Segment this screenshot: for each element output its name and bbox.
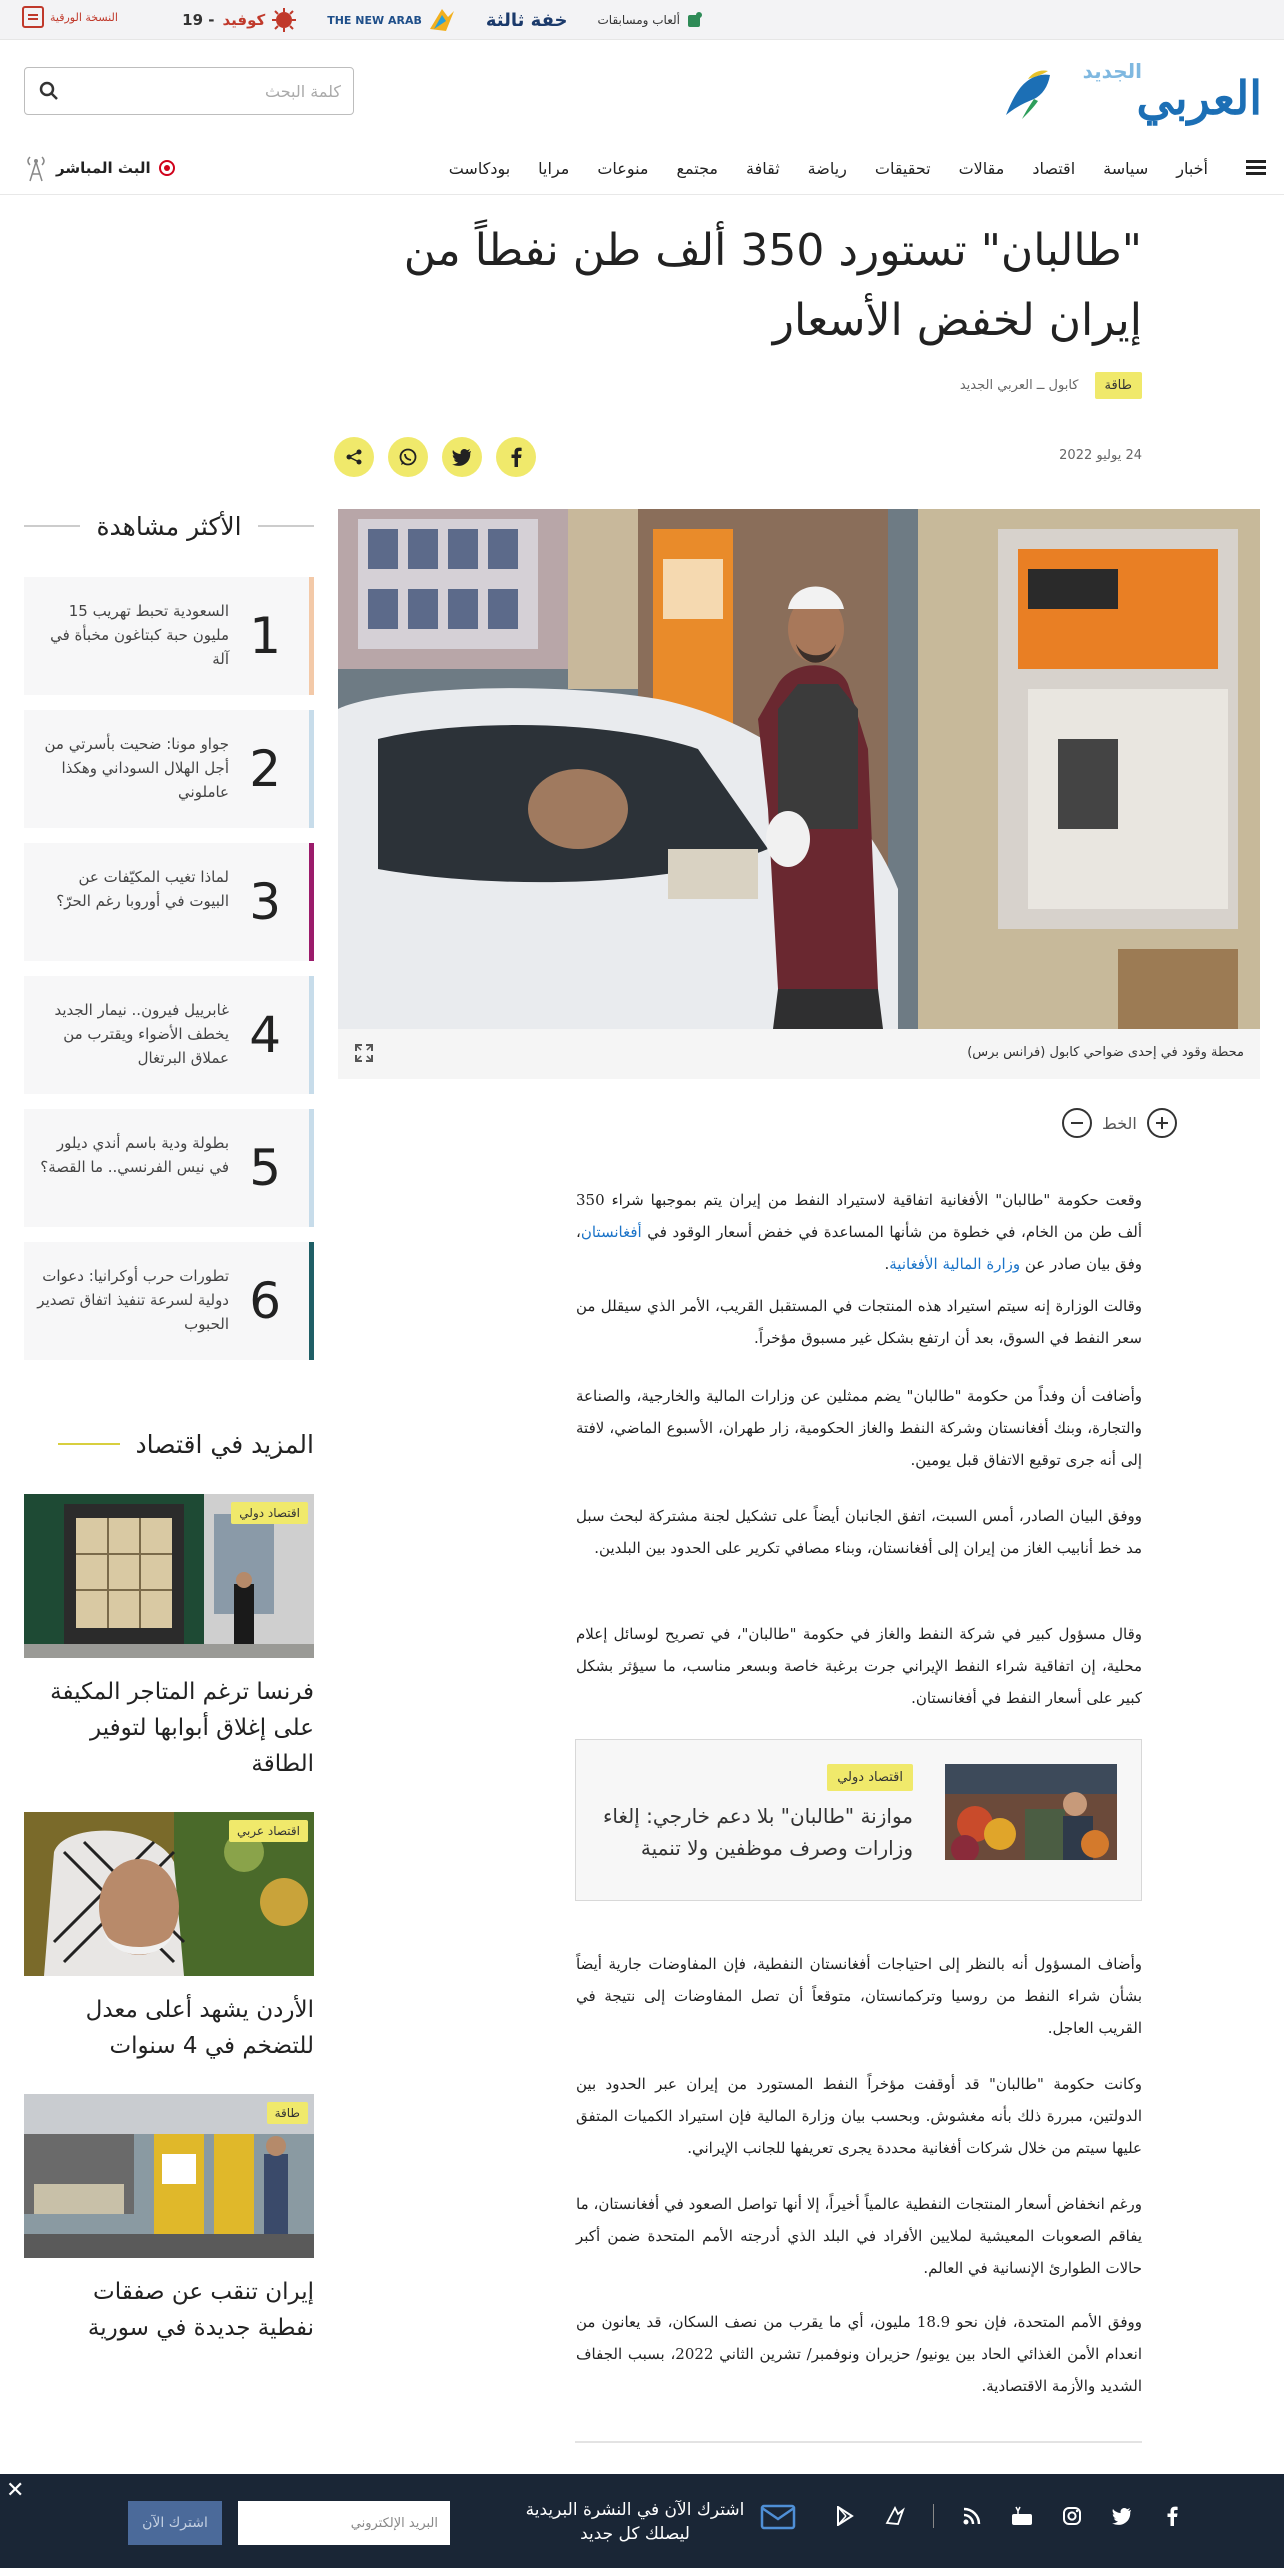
related-article-title: موازنة "طالبان" بلا دعم خارجي: إلغاء وزارات وصرف موظفين ولا تنمية xyxy=(603,1804,913,1860)
most-viewed-title-text: بطولة ودية باسم أندي ديلور في نيس الفرنسي.. ما القصة؟ xyxy=(40,1134,229,1176)
most-viewed-title-text: السعودية تحبط تهريب 15 مليون حبة كبتاغون مخبأة في آلة xyxy=(50,602,229,668)
more-article-image xyxy=(24,1812,314,1976)
whatsapp-icon xyxy=(398,447,418,467)
covid-number: - 19 xyxy=(182,11,215,29)
twitter-share-button[interactable] xyxy=(442,437,482,477)
article-date: 24 يوليو 2022 xyxy=(1059,448,1142,463)
newarab-logo-icon xyxy=(428,7,456,33)
most-viewed-title-text: لماذا تغيب المكيّفات عن البيوت في أوروبا رغم الحرّ؟ xyxy=(56,868,229,910)
menu-icon[interactable] xyxy=(1246,160,1266,176)
logo-main: العربي xyxy=(1136,71,1262,125)
app-logo-icon xyxy=(884,2505,906,2527)
related-article-image xyxy=(945,1764,1117,1860)
covid-label: كوفيد xyxy=(222,11,266,29)
app-icon-link[interactable] xyxy=(883,2504,907,2528)
facebook-link[interactable] xyxy=(1160,2504,1184,2528)
most-viewed-item[interactable] xyxy=(24,577,314,695)
article-meta xyxy=(960,372,1142,399)
article-byline: كابول ــ العربي الجديد xyxy=(959,378,1079,393)
youtube-link[interactable] xyxy=(1010,2504,1034,2528)
afghanistan-link[interactable]: أفغانستان xyxy=(580,1223,642,1241)
most-viewed-item[interactable] xyxy=(24,710,314,828)
article-paragraph: وكانت حكومة "طالبان" قد أوقفت مؤخراً النفط المستورد من إيران عبر الحدود بين الدولتين، مبررة ذلك بأنه مغشوش. وبحسب بيان وزارة المالية فإن استيراد الكميات المتفق عليها سيتم من خلال شركات أفغانية محددة يجرى تعريفها للجانب الإيراني. xyxy=(576,2075,1142,2157)
live-stream-link[interactable] xyxy=(24,154,175,182)
most-viewed-title: الأكثر مشاهدة xyxy=(96,511,242,541)
share-icon xyxy=(345,448,363,466)
nav-item-mirrors[interactable]: مرايا xyxy=(538,158,570,178)
image-caption-bar xyxy=(338,1029,1260,1079)
article-paragraph xyxy=(576,1184,1142,1280)
font-increase-icon[interactable] xyxy=(1147,1108,1177,1138)
more-article-title: فرنسا ترغم المتاجر المكيفة على إغلاق أبوابها لتوفير الطاقة xyxy=(50,1679,314,1777)
nav-item-podcast[interactable]: بودكاست xyxy=(448,158,511,178)
nav-item-sports[interactable]: رياضة xyxy=(807,158,847,178)
image-caption: محطة وقود في إحدى ضواحي كابول (فرانس برس) xyxy=(967,1045,1244,1060)
khutta-logo: خفة ثالثة xyxy=(485,9,568,31)
facebook-share-button[interactable] xyxy=(496,437,536,477)
mail-icon xyxy=(760,2504,796,2530)
share-buttons xyxy=(334,437,536,477)
nav-item-politics[interactable]: سياسة xyxy=(1103,158,1149,178)
facebook-icon xyxy=(510,447,522,467)
newarab-link[interactable] xyxy=(327,7,456,33)
more-article-image xyxy=(24,2094,314,2258)
nav-item-economy[interactable]: اقتصاد xyxy=(1032,158,1076,178)
fuel-station-photo xyxy=(338,509,1260,1029)
nav-item-culture[interactable]: ثقافة xyxy=(746,158,780,178)
rss-link[interactable] xyxy=(960,2504,984,2528)
finance-ministry-link[interactable]: وزارة المالية الأفغانية xyxy=(889,1255,1021,1273)
more-economy-header xyxy=(24,1424,314,1464)
whatsapp-share-button[interactable] xyxy=(388,437,428,477)
newsletter-bar xyxy=(0,2474,1284,2568)
games-label: ألعاب ومسابقات xyxy=(597,13,680,27)
font-decrease-icon[interactable] xyxy=(1062,1108,1092,1138)
close-icon[interactable]: ✕ xyxy=(6,2478,25,2503)
article-paragraph: ورغم انخفاض أسعار المنتجات النفطية عالمياً أخيراً، إلا أنها تواصل الصعود في أفغانستان، ما يفاقم الصعوبات المعيشية لملايين الأفراد في البلد الذي أدرجته الأمم المتحدة ضمن أكبر حالات الطوارئ الإنسانية في العالم. xyxy=(576,2195,1142,2277)
nav-item-misc[interactable]: منوعات xyxy=(597,158,649,178)
paragraph-text: وقعت حكومة "طالبان" الأفغانية اتفاقية لاستيراد النفط من إيران يتم بموجبها شراء 350 ألف طن من الخام، في خطوة من شأنها المساعدة في خفض أسعار الوقود في xyxy=(576,1191,1142,1241)
header-rule xyxy=(24,525,80,527)
newspaper-icon xyxy=(22,6,44,28)
google-play-icon xyxy=(836,2506,854,2526)
google-play-link[interactable] xyxy=(833,2504,857,2528)
print-edition-link[interactable] xyxy=(22,6,118,28)
most-viewed-item[interactable] xyxy=(24,976,314,1094)
related-article-card[interactable] xyxy=(575,1739,1142,1901)
top-links xyxy=(182,0,704,40)
article-paragraph: ووفق البيان الصادر، أمس السبت، اتفق الجانبان أيضاً على تشكيل لجنة مشتركة لبحث سبل مد خط أنابيب الغاز من إيران إلى أفغانستان، وبناء مصافي تكرير على الحدود بين البلدين. xyxy=(576,1507,1142,1557)
live-dot-icon xyxy=(159,160,175,176)
most-viewed-title-text: تطورات حرب أوكرانيا: دعوات دولية لسرعة تنفيذ اتفاق تصدير الحبوب xyxy=(37,1267,229,1333)
paragraph-text: ، وفق بيان صادر عن xyxy=(576,1223,1142,1273)
rank-number: 5 xyxy=(249,1139,281,1197)
rss-icon xyxy=(962,2506,982,2526)
subscribe-button[interactable]: اشترك الآن xyxy=(128,2501,222,2545)
article-paragraph: وقالت الوزارة إنه سيتم استيراد هذه المنتجات في المستقبل القريب، الأمر الذي سيقلل من سعر النفط في السوق، بعد أن ارتفع بشكل غير مسبوق مؤخراً. xyxy=(576,1297,1142,1347)
most-viewed-item[interactable] xyxy=(24,1242,314,1360)
article-paragraph: وأضافت أن وفداً من حكومة "طالبان" يضم ممثلين عن وزارات المالية والخارجية، والصناعة والتجارة، وبنك أفغانستان وشركة النفط والغاز الحكومية، زار طهران، الأسبوع الماضي، لافتة إلى أنه جرى توقيع الاتفاق قبل يومين. xyxy=(576,1387,1142,1469)
more-article-tag: طاقة xyxy=(267,2102,308,2124)
rank-number: 1 xyxy=(249,607,281,665)
nav-items xyxy=(435,141,1266,195)
rank-number: 4 xyxy=(249,1006,281,1064)
article-tag[interactable]: طاقة xyxy=(1095,372,1143,399)
header-rule xyxy=(58,1443,120,1445)
more-article-card[interactable] xyxy=(24,1812,314,2064)
rank-number: 3 xyxy=(249,873,281,931)
article-paragraph: وأضاف المسؤول أنه بالنظر إلى احتياجات أفغانستان النفطية، فإن المفاوضات جارية أيضاً بشأن شراء النفط من روسيا وتركمانستان، متوقعاً أن تصل المفاوضات إلى نتيجة في القريب العاجل. xyxy=(576,1955,1142,2037)
twitter-icon xyxy=(1112,2507,1132,2525)
article-paragraph: وقال مسؤول كبير في شركة النفط والغاز في حكومة "طالبان"، في تصريح لوسائل إعلام محلية، إن اتفاقية شراء النفط الإيراني جرت برغبة خاصة وبسعر مناسب، ما سيؤثر بشكل كبير على أسعار النفط في أفغانستان. xyxy=(576,1625,1142,1707)
article-divider xyxy=(575,2441,1142,2443)
nav-item-society[interactable]: مجتمع xyxy=(676,158,718,178)
search-icon[interactable] xyxy=(39,81,59,101)
related-article-tag: اقتصاد دولي xyxy=(827,1764,913,1791)
youtube-icon xyxy=(1011,2506,1033,2526)
separator xyxy=(933,2504,934,2528)
most-viewed-item[interactable] xyxy=(24,1109,314,1227)
more-economy-title: المزيد في اقتصاد xyxy=(135,1429,314,1459)
font-label: الخط xyxy=(1102,1113,1137,1133)
more-article-title: الأردن يشهد أعلى معدل للتضخم في 4 سنوات xyxy=(85,1997,314,2059)
rank-number: 6 xyxy=(249,1272,281,1330)
covid-link[interactable] xyxy=(182,7,297,33)
top-bar xyxy=(0,0,1284,40)
more-article-image xyxy=(24,1494,314,1658)
font-size-control xyxy=(1062,1108,1177,1138)
newsletter-email-input[interactable] xyxy=(238,2501,450,2545)
most-viewed-title-text: جواو مونا: ضحيت بأسرتي من أجل الهلال السوداني وهكذا عاملوني xyxy=(44,735,229,801)
bird-logo-icon xyxy=(1004,65,1052,121)
main-nav xyxy=(0,141,1284,195)
expand-icon[interactable] xyxy=(354,1043,374,1063)
site-logo[interactable] xyxy=(1002,59,1262,133)
more-article-title: إيران تنقب عن صفقات نفطية جديدة في سورية xyxy=(87,2279,314,2341)
puzzle-icon xyxy=(686,11,704,29)
newsletter-message: اشترك الآن في النشرة البريدية ليصلك كل جديد xyxy=(525,2500,745,2544)
games-link[interactable] xyxy=(598,11,705,29)
nav-item-news[interactable]: أخبار xyxy=(1176,158,1208,178)
paragraph-text: . xyxy=(884,1255,890,1273)
most-viewed-item[interactable] xyxy=(24,843,314,961)
live-label: البث المباشر xyxy=(56,159,151,177)
nav-item-investigations[interactable]: تحقيقات xyxy=(874,158,931,178)
logo-sub: الجديد xyxy=(1082,59,1142,83)
more-article-card[interactable] xyxy=(24,1494,314,1782)
rank-number: 2 xyxy=(249,740,281,798)
article-image xyxy=(338,509,1260,1029)
facebook-icon xyxy=(1166,2506,1178,2526)
nav-item-opinion[interactable]: مقالات xyxy=(958,158,1005,178)
twitter-link[interactable] xyxy=(1110,2504,1134,2528)
search-input[interactable] xyxy=(81,78,341,104)
twitter-icon xyxy=(452,448,472,466)
newarab-label: THE NEW ARAB xyxy=(327,13,422,27)
most-viewed-title-text: غابرييل فيرون.. نيمار الجديد يخطف الأضواء ويقترب من عملاق البرتغال xyxy=(54,1001,229,1067)
more-article-tag: اقتصاد دولي xyxy=(231,1502,308,1524)
print-edition-label: النسخة الورقية xyxy=(50,10,118,24)
share-button[interactable] xyxy=(334,437,374,477)
header-rule xyxy=(258,525,314,527)
market-photo xyxy=(945,1764,1117,1860)
more-article-tag: اقتصاد عربي xyxy=(229,1820,308,1842)
social-links xyxy=(833,2504,1184,2528)
search-box xyxy=(24,67,354,115)
instagram-icon xyxy=(1062,2506,1082,2526)
khutta-link[interactable] xyxy=(486,10,568,31)
instagram-link[interactable] xyxy=(1060,2504,1084,2528)
site-header xyxy=(0,41,1284,141)
more-article-card[interactable] xyxy=(24,2094,314,2346)
broadcast-tower-icon xyxy=(24,154,48,182)
most-viewed-header xyxy=(24,506,314,546)
article-paragraph: ووفق الأمم المتحدة، فإن نحو 18.9 مليون، أي ما يقرب من نصف السكان، قد يعانون من انعدام الأمن الغذائي الحاد بين يونيو/ حزيران ونوفمبر/ تشرين الثاني 2022، بسبب الجفاف الشديد والأزمة الاقتصادية. xyxy=(576,2313,1142,2395)
virus-icon xyxy=(271,7,297,33)
article-title: "طالبان" تستورد 350 ألف طن نفطاً من إيران لخفض الأسعار xyxy=(403,225,1142,346)
